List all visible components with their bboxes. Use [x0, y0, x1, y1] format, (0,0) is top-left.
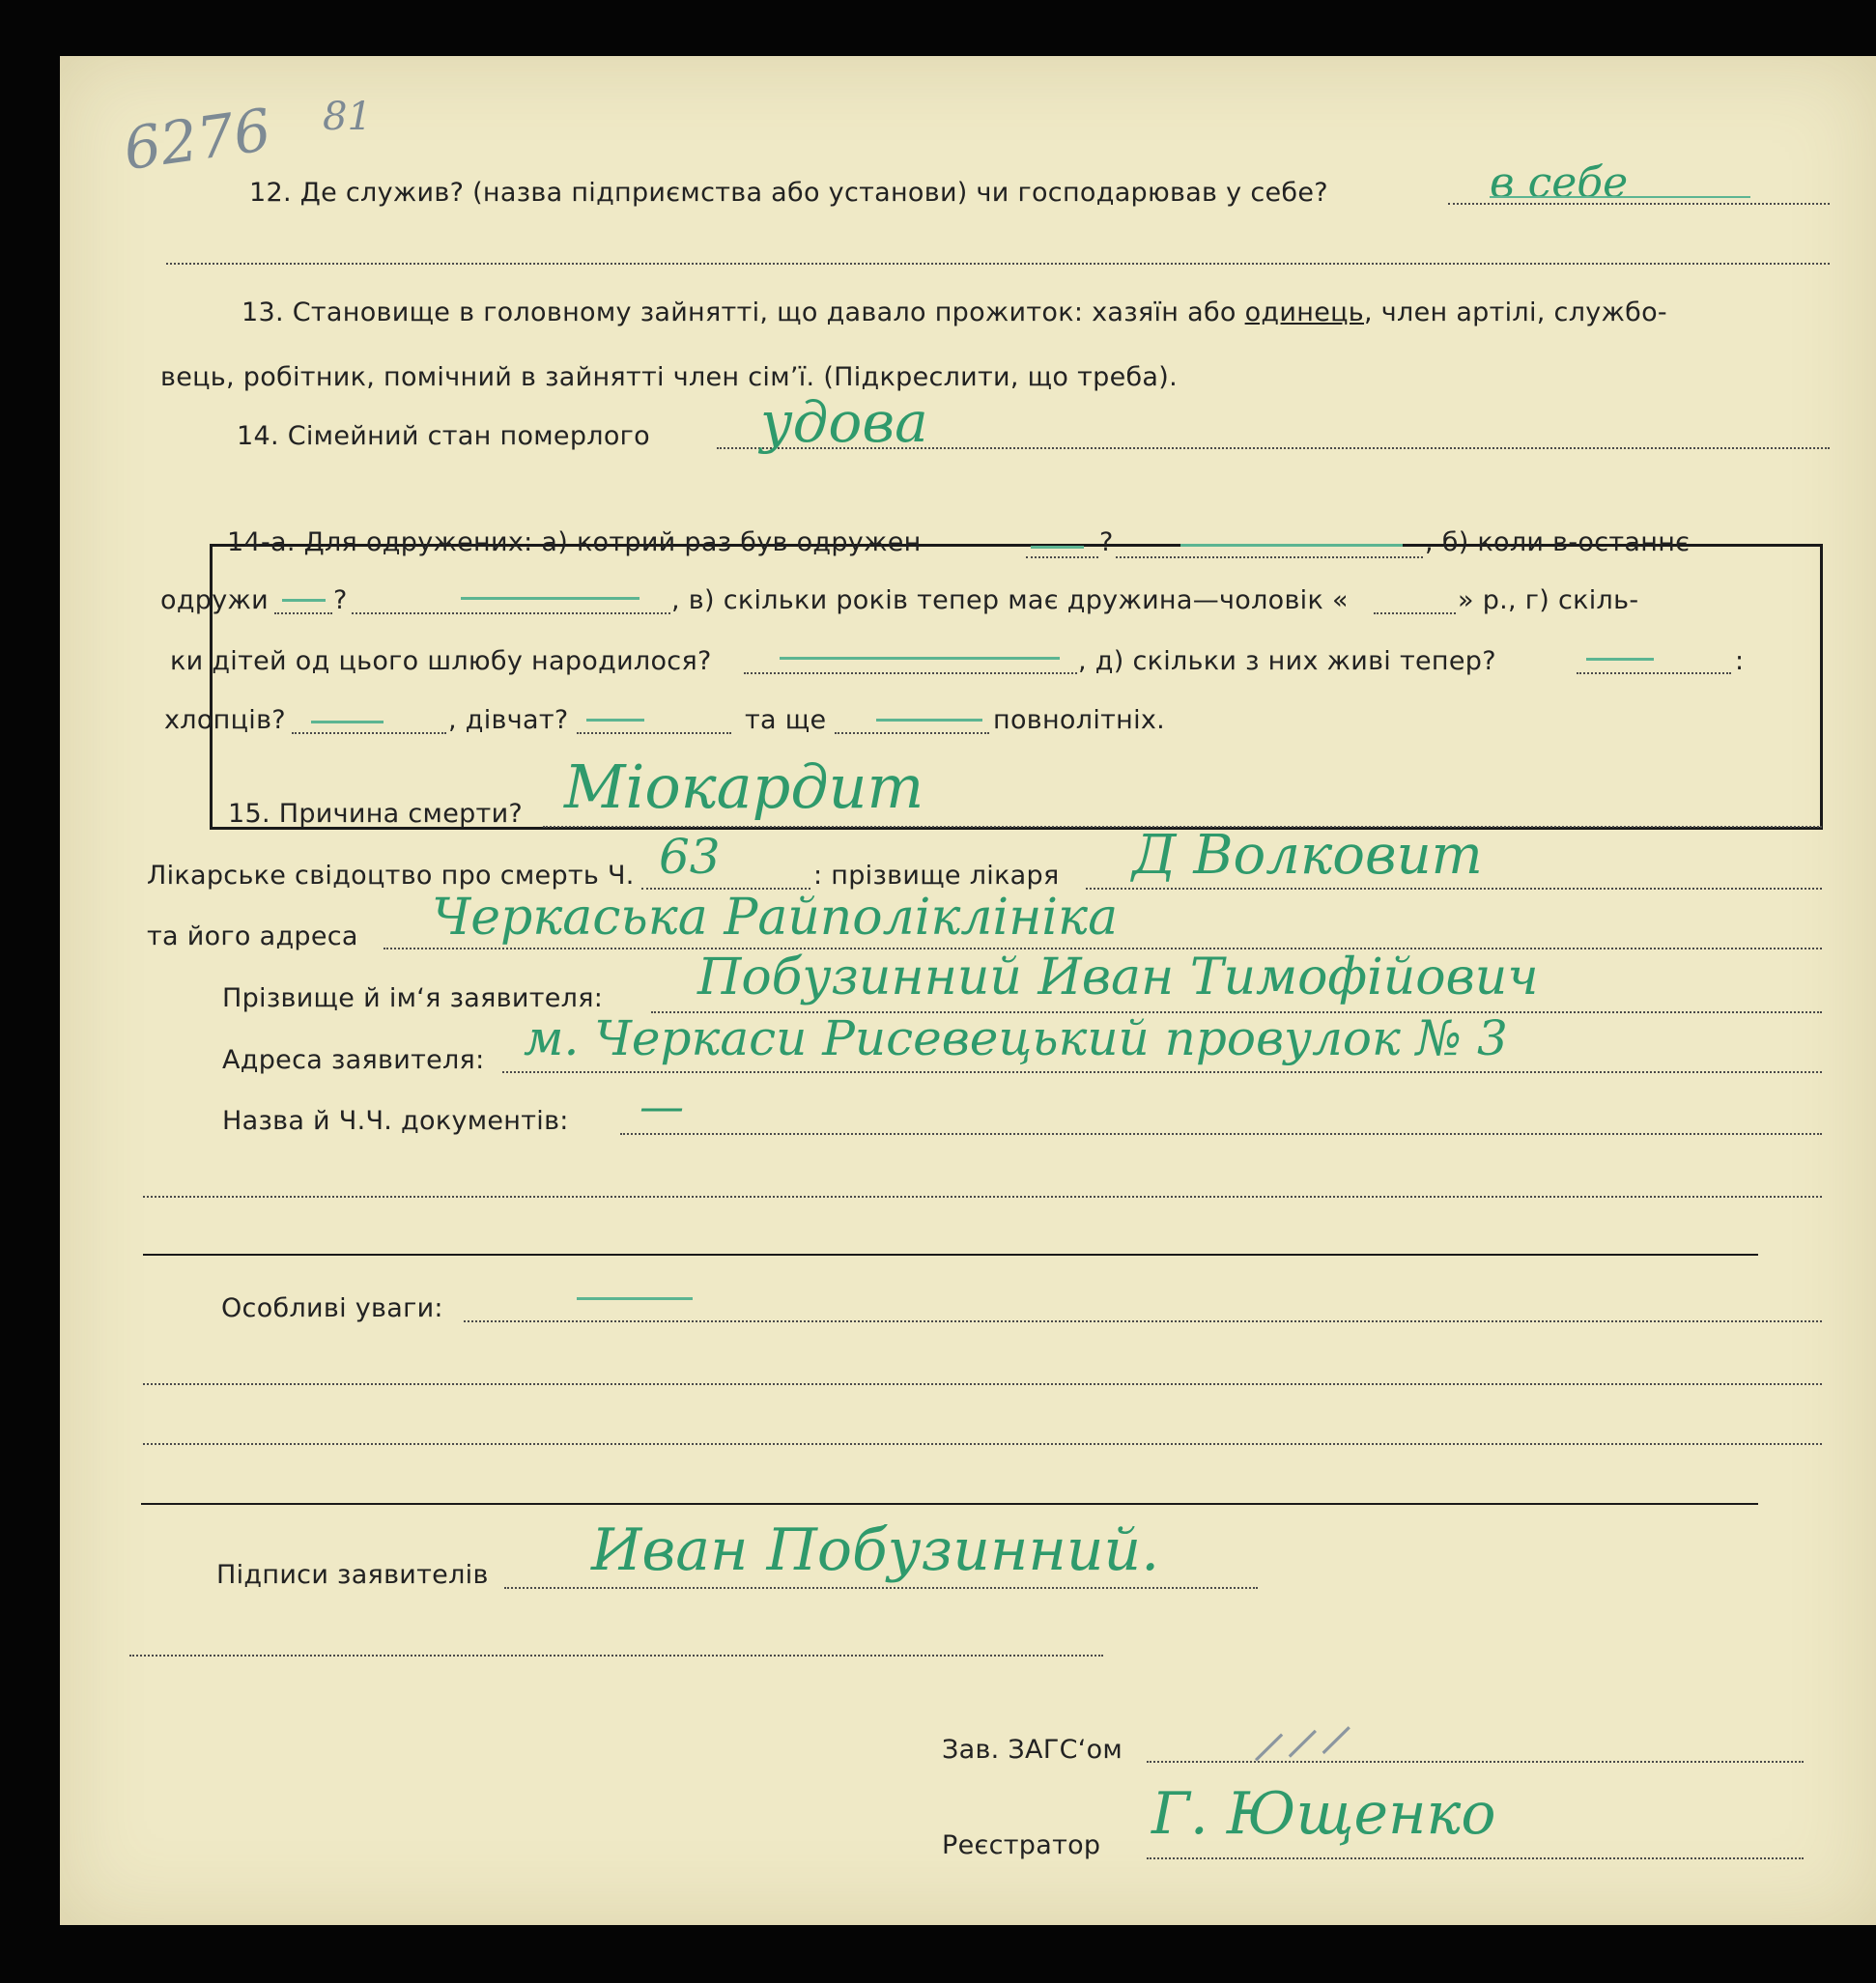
q14a-line4-c: та ще: [745, 705, 827, 735]
q14a-line3-dots-1: [744, 672, 1077, 674]
q14a-line4-stroke-2: [586, 719, 644, 722]
q12-answer: в себе: [1490, 158, 1629, 208]
q14a-line2-c: , в) скільки років тепер має дружина—чоловік «: [671, 585, 1349, 615]
doctor-address: Черкаська Райполіклініка: [432, 889, 1119, 947]
q13-line2: вець, робітник, помічний в зайнятті член сім’ї. (Підкреслити, що треба).: [160, 362, 1178, 392]
q14a-line1-a: 14-а. Для одружених: а) котрий раз був одружен: [227, 527, 922, 557]
certificate-number: 63: [659, 829, 721, 885]
declarant-address-line: [502, 1071, 1822, 1073]
q14a-line4-stroke-1: [311, 721, 384, 723]
q14a-line3-dots-2: [1577, 672, 1731, 674]
q14a-line3-stroke-2: [1586, 658, 1654, 661]
q14a-line1-stroke-2: [1180, 544, 1403, 547]
doctor-dotted-line: [1086, 888, 1822, 890]
remarks-line-2: [143, 1383, 1822, 1385]
declarant-name: Побузинний Иван Тимофійович: [697, 949, 1539, 1006]
q14a-line3-stroke-1: [780, 657, 1060, 660]
q14-answer: удова: [760, 389, 928, 455]
q14a-line4-dots-2: [577, 732, 731, 734]
declarant-signature: Иван Побузинний.: [591, 1516, 1160, 1584]
q14a-line4-b: , дівчат?: [448, 705, 569, 735]
zags-head-signature: ⸝⸝⸝: [1244, 1683, 1354, 1773]
certificate-label-a: Лікарське свідоцтво про смерть Ч.: [147, 861, 635, 891]
q12-label: 12. Де служив? (назва підприємства або установи) чи господарював у себе?: [249, 178, 1328, 208]
signatures-label: Підписи заявителів: [216, 1560, 489, 1590]
q14a-line1-dots-2: [1116, 556, 1423, 558]
section-divider-2: [141, 1503, 1758, 1505]
q14a-line4-dots-3: [835, 732, 989, 734]
registrar-label: Реєстратор: [942, 1830, 1101, 1860]
zags-head-line: [1147, 1761, 1804, 1763]
documents-label: Назва й Ч.Ч. документів:: [222, 1106, 569, 1136]
q14a-line1-b: ?: [1099, 527, 1114, 557]
declarant-label: Прізвище й ім‘я заявителя:: [222, 983, 604, 1013]
q14a-line1-c: , б) коли в-останнє: [1425, 527, 1691, 557]
remarks-label: Особливі уваги:: [221, 1293, 443, 1323]
q14a-line4-a: хлопців?: [164, 705, 286, 735]
document-sheet: [60, 56, 1876, 1925]
remarks-stroke: [577, 1297, 693, 1300]
q15-answer: Міокардит: [564, 751, 924, 822]
declarant-address-label: Адреса заявителя:: [222, 1045, 485, 1075]
remarks-dotted-line: [464, 1320, 1822, 1322]
q14a-line4-d: повнолітніх.: [993, 705, 1166, 735]
signatures-dotted-line: [504, 1587, 1258, 1589]
q14a-line2-dots-3: [1374, 612, 1456, 614]
documents-answer: —: [640, 1080, 684, 1132]
doctor-address-label: та його адреса: [147, 921, 358, 951]
q14a-line3-c: :: [1735, 646, 1745, 676]
q13-underlined-option: одинець: [1244, 297, 1364, 327]
q14a-line2-stroke-1: [282, 599, 326, 602]
declarant-address: м. Черкаси Рисевецький провулок № 3: [524, 1010, 1508, 1066]
section-divider-1: [143, 1254, 1758, 1256]
q12-continuation-line: [166, 263, 1830, 265]
certificate-label-b: : прізвище лікаря: [813, 861, 1060, 891]
q12-underline-stroke: [1490, 196, 1750, 198]
q14a-line2-a: одружи: [160, 585, 269, 615]
q14a-line4-dots-1: [292, 732, 446, 734]
registrar-dotted-line: [1147, 1857, 1804, 1859]
q15-label: 15. Причина смерти?: [228, 799, 524, 829]
q13-text-b: , член артілі, службо-: [1364, 297, 1667, 327]
doctor-name: Д Волковит: [1132, 824, 1483, 887]
q13-line1: [242, 297, 1667, 327]
q14a-line1-stroke-1: [1031, 546, 1084, 549]
registrar-signature: Г. Ющенко: [1151, 1780, 1496, 1848]
remarks-line-3: [143, 1443, 1822, 1445]
q13-text-a: 13. Становище в головному зайнятті, що давало прожиток: хазяїн або: [242, 297, 1245, 327]
q14-label: 14. Сімейний стан померлого: [237, 421, 650, 451]
zags-head-label: Зав. ЗАГС‘ом: [942, 1735, 1123, 1765]
documents-dotted-line: [620, 1133, 1822, 1135]
documents-continuation-line: [143, 1196, 1822, 1198]
archive-number: 6276: [119, 96, 275, 184]
q14a-line2-d: » р., г) скіль-: [1458, 585, 1639, 615]
q14a-line1-dots-1: [1026, 556, 1098, 558]
signatures-line-2: [129, 1655, 1103, 1657]
archive-mark: 81: [323, 95, 372, 139]
q14a-line2-b: ?: [333, 585, 348, 615]
q14a-line2-stroke-2: [461, 597, 640, 600]
q14a-line3-a: ки дітей од цього шлюбу народилося?: [170, 646, 712, 676]
q14a-line4-stroke-3: [876, 719, 982, 722]
q14a-line2-dots-1: [274, 612, 332, 614]
q14a-line2-dots-2: [352, 612, 670, 614]
q14a-line3-b: , д) скільки з них живі тепер?: [1078, 646, 1496, 676]
